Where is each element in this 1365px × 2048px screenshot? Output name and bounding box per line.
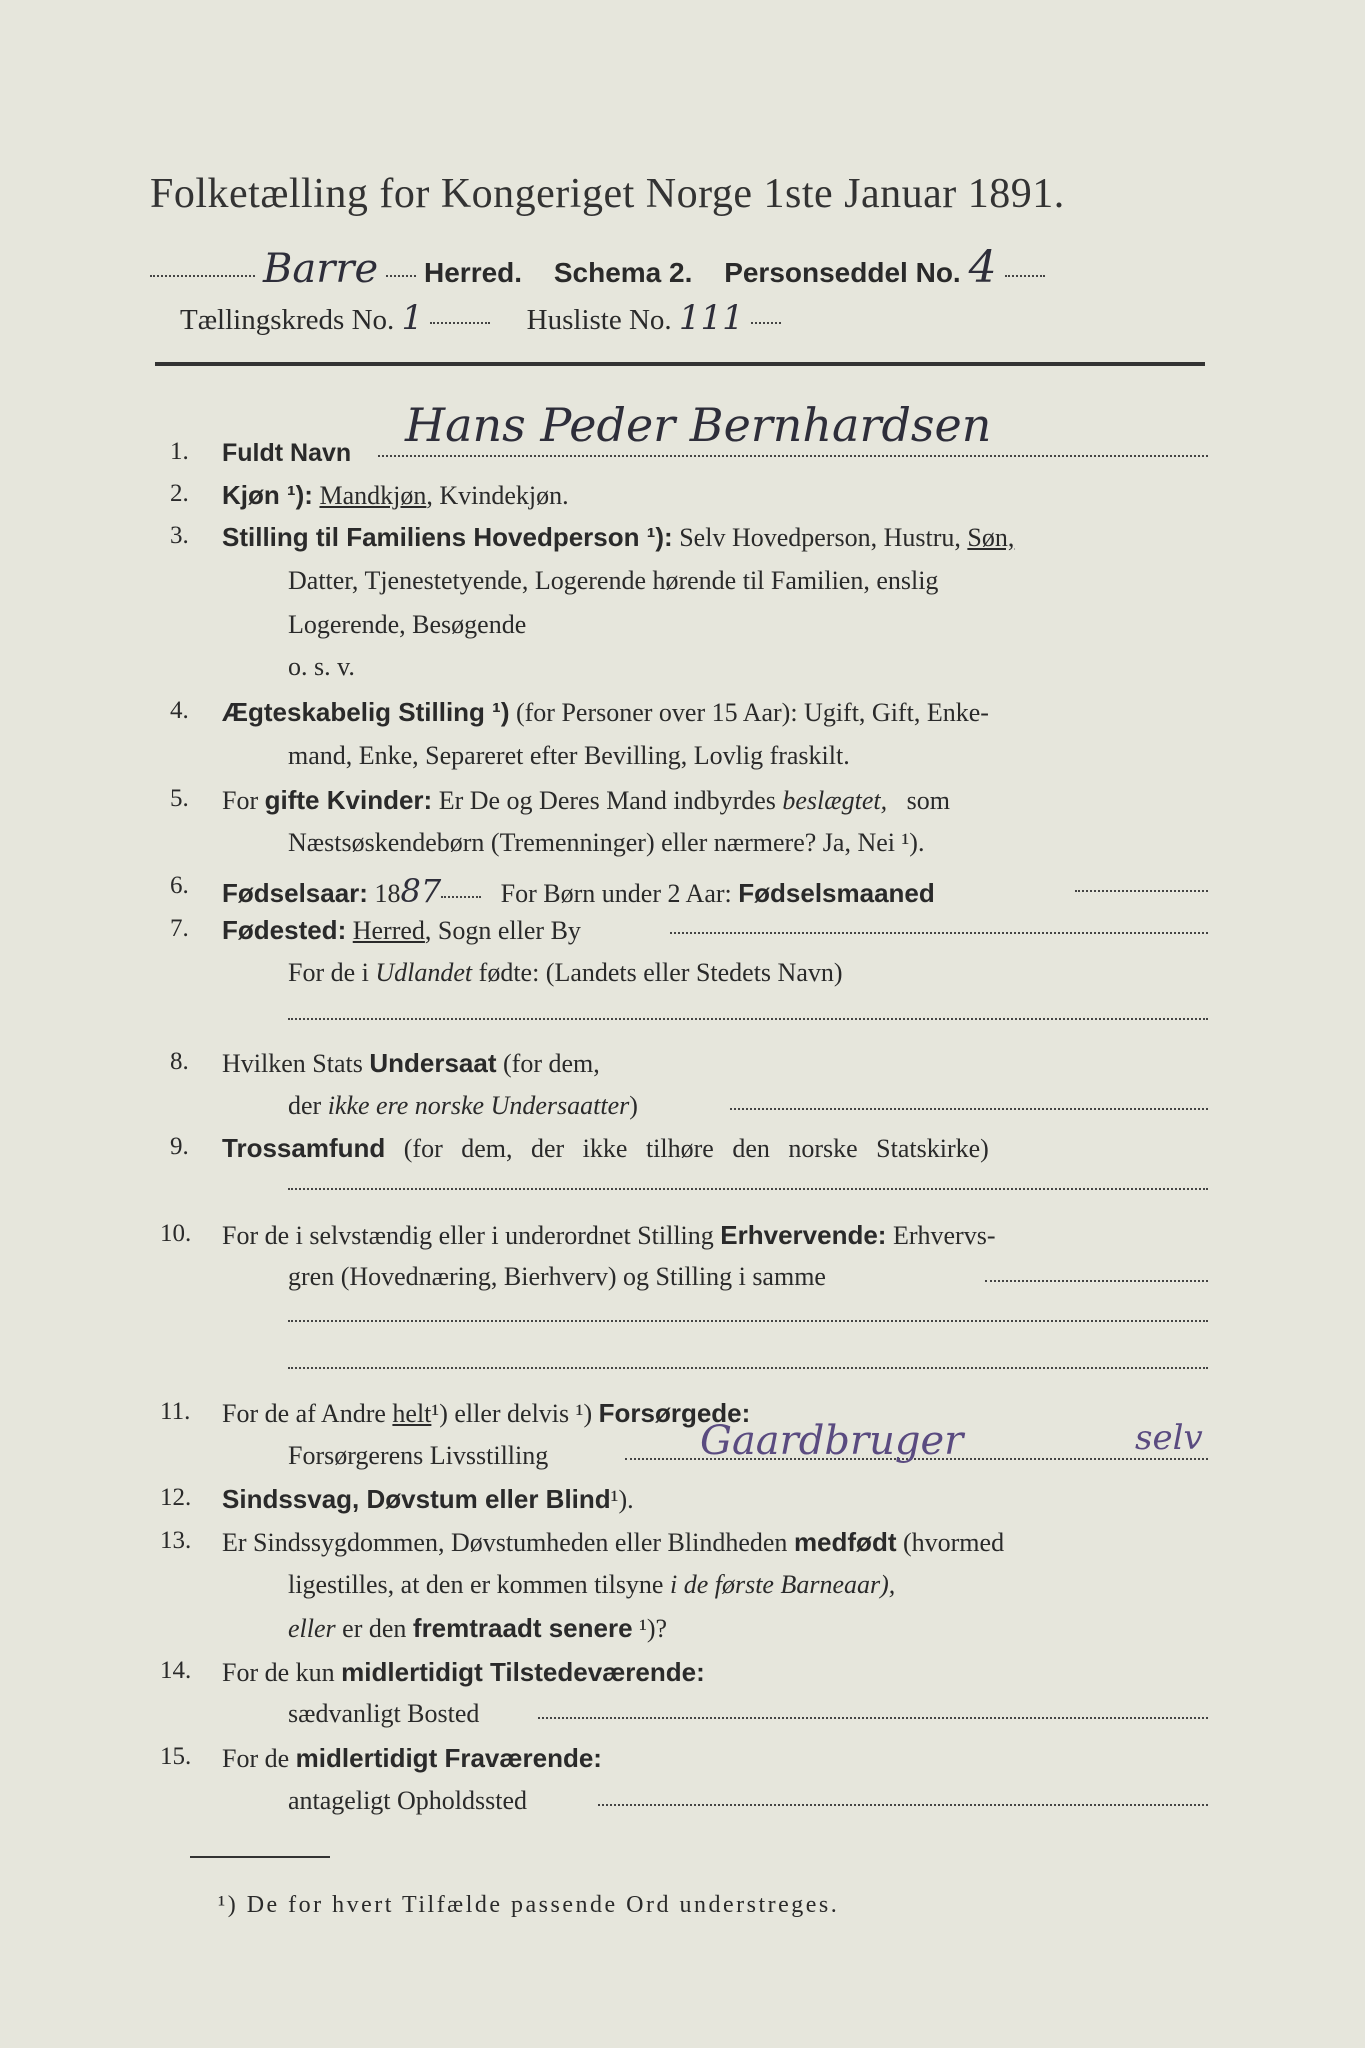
forsorger-value-2: selv <box>1135 1418 1203 1458</box>
item-number: 2. <box>170 480 189 507</box>
answer-line <box>670 932 1208 934</box>
item-label: gifte Kvinder: <box>264 785 433 815</box>
item-text: er den <box>342 1614 407 1643</box>
header-divider <box>155 362 1205 366</box>
item-text: o. s. v. <box>288 652 355 681</box>
item-text: ¹)? <box>639 1614 668 1643</box>
footnote-divider <box>190 1856 330 1858</box>
item-13-line3 <box>288 1613 667 1644</box>
item-text: der <box>288 1091 322 1120</box>
item-text: Datter, Tjenestetyende, Logerende hørende til Familien, enslig <box>288 566 939 595</box>
answer-line <box>288 1018 1208 1020</box>
item-number: 15. <box>160 1743 192 1770</box>
underlined-choice: Herred <box>352 916 425 945</box>
item-italic: Udlandet <box>375 958 473 987</box>
item-13-medfodt <box>222 1527 1004 1558</box>
item-5-gifte-kvinder <box>222 785 950 816</box>
item-text: For de <box>222 1744 290 1773</box>
item-label: midlertidigt Fraværende: <box>295 1743 602 1773</box>
item-text: fødte: (Landets eller Stedets Navn) <box>478 958 843 987</box>
item-8-undersaat <box>222 1048 600 1079</box>
item-text: For de i selvstændig eller i underordnet Stilling <box>222 1221 714 1250</box>
item-label: Fødselsmaaned <box>738 878 935 908</box>
answer-line <box>1075 890 1208 892</box>
item-2-kjon <box>222 480 569 511</box>
husliste-value: 111 <box>678 298 744 338</box>
item-number: 8. <box>170 1048 189 1075</box>
item-text: For Børn under 2 Aar: <box>500 879 732 908</box>
item-number: 11. <box>160 1398 191 1425</box>
husliste-label: Husliste No. <box>526 304 672 336</box>
item-6-fodselsaar <box>222 872 935 910</box>
item-label: Ægteskabelig Stilling ¹) <box>222 697 510 727</box>
taellingskreds-label: Tællingskreds No. <box>180 304 395 336</box>
item-text: (hvormed <box>902 1528 1005 1557</box>
item-text: ¹) eller delvis ¹) <box>431 1399 593 1428</box>
item-label: Kjøn ¹): <box>222 480 313 510</box>
year-prefix: 18 <box>374 879 401 908</box>
answer-line <box>730 1108 1208 1110</box>
item-text: (for Personer over 15 Aar): Ugift, Gift, Enke- <box>515 698 989 727</box>
underlined-choice: helt <box>392 1399 432 1428</box>
item-label: midlertidigt Tilstedeværende: <box>341 1657 705 1687</box>
item-text: ¹). <box>610 1485 634 1514</box>
item-number: 1. <box>170 438 189 465</box>
item-number: 13. <box>160 1527 192 1554</box>
item-italic: ikke ere norske Undersaatter <box>327 1091 630 1120</box>
item-text: For de kun <box>222 1658 335 1687</box>
item-10-erhverv <box>222 1220 995 1251</box>
schema-label: Schema 2. <box>553 257 693 288</box>
item-text: Næstsøskendebørn (Tremenninger) eller nærmere? Ja, Nei ¹). <box>288 828 925 857</box>
item-number: 9. <box>170 1133 189 1160</box>
item-label: Trossamfund <box>222 1133 386 1163</box>
item-text: Hvilken Stats <box>222 1049 363 1078</box>
item-text: For <box>222 786 259 815</box>
item-text: , Kvindekjøn. <box>426 481 569 510</box>
item-text: , Sogn eller By <box>424 916 581 945</box>
item-number: 10. <box>160 1220 192 1247</box>
herred-value: Barre <box>262 246 379 292</box>
personseddel-label: Personseddel No. <box>724 257 961 288</box>
item-text: For de i <box>288 958 369 987</box>
answer-line <box>288 1367 1208 1369</box>
footnote: ¹) De for hvert Tilfælde passende Ord understreges. <box>218 1892 840 1918</box>
item-italic: eller <box>288 1614 336 1643</box>
item-text: som <box>906 786 950 815</box>
item-number: 14. <box>160 1657 192 1684</box>
item-number: 3. <box>170 522 189 549</box>
item-7-line2 <box>288 958 843 988</box>
underlined-choice: Søn, <box>967 523 1015 552</box>
item-label: Stilling til Familiens Hovedperson ¹): <box>222 522 673 552</box>
herred-line <box>150 242 1045 293</box>
item-8-line2 <box>288 1091 638 1121</box>
item-12-sindssvag <box>222 1484 634 1515</box>
item-label: fremtraadt senere <box>412 1613 633 1643</box>
item-label: Fødselsaar: <box>222 878 368 908</box>
answer-line <box>985 1280 1208 1282</box>
item-text: gren (Hovednæring, Bierhverv) og Stilling i samme <box>288 1262 826 1291</box>
item-9-trossamfund <box>222 1133 989 1164</box>
answer-line <box>288 1320 1208 1322</box>
item-number: 12. <box>160 1484 192 1511</box>
herred-label: Herred. <box>424 257 523 288</box>
item-text: Er Sindssygdommen, Døvstumheden eller Blindheden <box>222 1528 788 1557</box>
item-3-stilling <box>222 522 1014 553</box>
forsorger-value: Gaardbruger <box>700 1418 964 1464</box>
item-label: Fuldt Navn <box>222 439 352 467</box>
item-label: Sindssvag, Døvstum eller Blind <box>222 1484 611 1514</box>
item-number: 7. <box>170 915 189 942</box>
answer-line <box>598 1804 1208 1806</box>
item-text: (for dem, der ikke tilhøre den norske Statskirke) <box>403 1134 989 1163</box>
item-number: 6. <box>170 872 189 899</box>
item-label: Forsørgede: <box>598 1398 751 1428</box>
item-15-fravaerende <box>222 1743 602 1774</box>
item-text: Forsørgerens Livsstilling <box>288 1441 549 1470</box>
item-14-tilstedevaerende <box>222 1657 705 1688</box>
item-text: antageligt Opholdssted <box>288 1786 528 1815</box>
item-text: mand, Enke, Separeret efter Bevilling, Lovlig fraskilt. <box>288 741 850 770</box>
item-4-aegteskab <box>222 697 989 728</box>
item-label: Erhvervende: <box>720 1220 887 1250</box>
item-italic: i de første Barneaar), <box>669 1570 896 1599</box>
item-label: Undersaat <box>369 1048 497 1078</box>
item-number: 5. <box>170 785 189 812</box>
item-1-fuldt-navn <box>222 438 351 468</box>
item-italic: beslægtet, <box>782 786 888 815</box>
answer-line <box>288 1188 1208 1190</box>
birth-year-value: 87 <box>400 872 442 910</box>
answer-line <box>378 455 1208 457</box>
underlined-choice: Mandkjøn <box>319 481 427 510</box>
taellingskreds-value: 1 <box>401 298 424 338</box>
item-text: ) <box>629 1091 638 1120</box>
item-text: Erhvervs- <box>892 1221 996 1250</box>
item-label: Fødested: <box>222 915 347 945</box>
item-label: medfødt <box>793 1527 897 1557</box>
item-13-line2 <box>288 1570 895 1600</box>
item-number: 4. <box>170 697 189 724</box>
form-title: Folketælling for Kongeriget Norge 1ste Januar 1891. <box>150 171 1065 217</box>
item-text: (for dem, <box>503 1049 600 1078</box>
item-text: Er De og Deres Mand indbyrdes <box>438 786 776 815</box>
item-text: Logerende, Besøgende <box>288 610 527 639</box>
item-text: ligestilles, at den er kommen tilsyne <box>288 1570 664 1599</box>
item-text: sædvanligt Bosted <box>288 1699 480 1728</box>
kreds-line <box>180 298 781 338</box>
full-name-value: Hans Peder Bernhardsen <box>405 398 992 452</box>
item-11-forsorgede <box>222 1398 750 1429</box>
personseddel-value: 4 <box>968 242 997 293</box>
item-7-fodested <box>222 915 581 946</box>
answer-line <box>538 1717 1208 1719</box>
item-text: For de af Andre <box>222 1399 386 1428</box>
item-text: Selv Hovedperson, Hustru, <box>679 523 961 552</box>
